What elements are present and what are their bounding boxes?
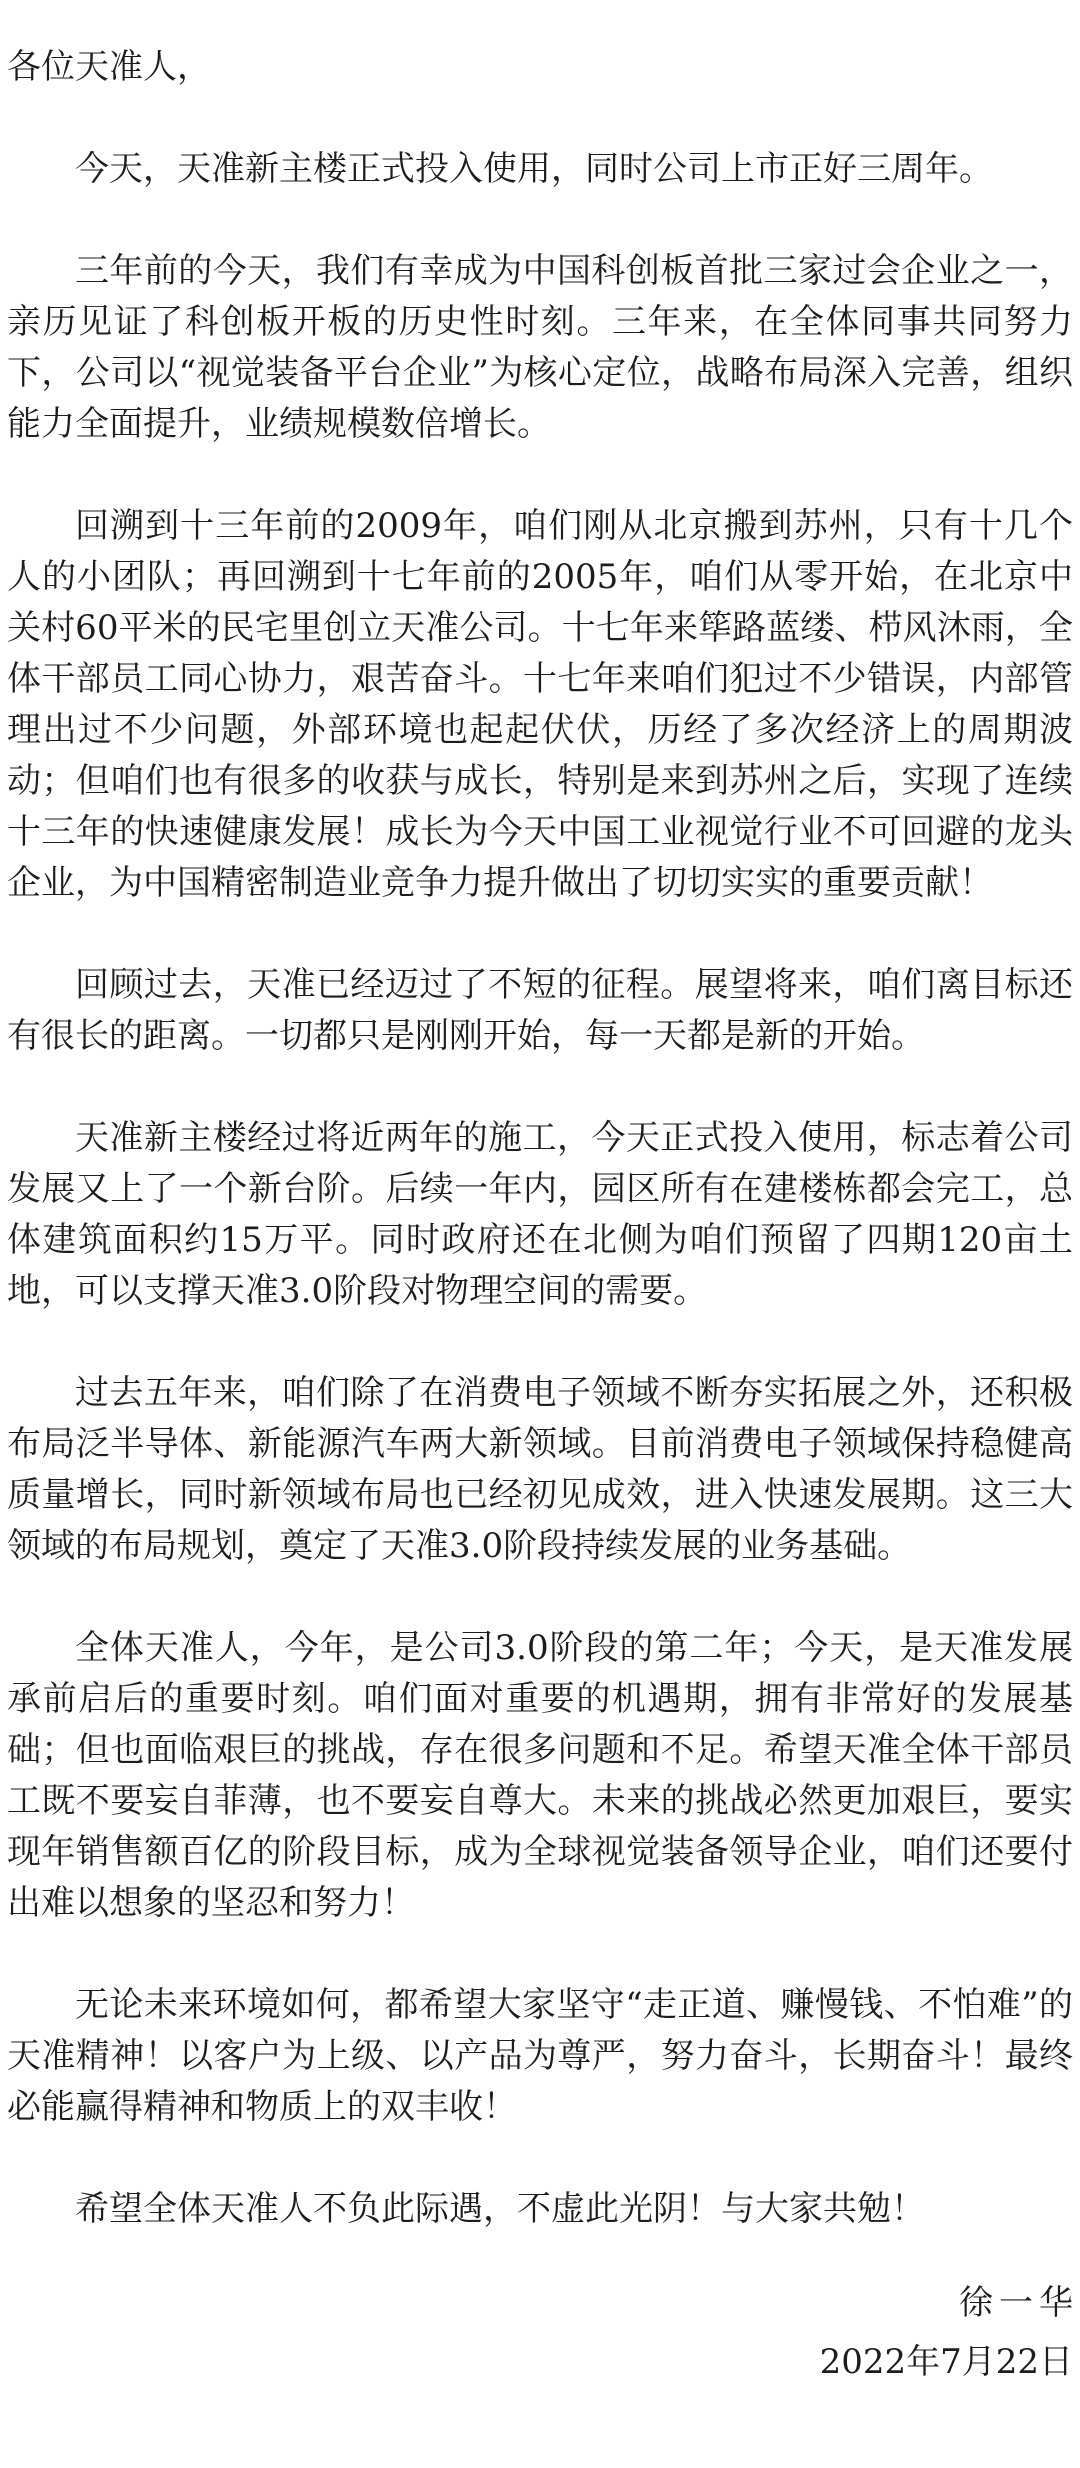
signature-name: 徐一华 — [959, 2283, 1079, 2323]
paragraph-1: 今天，天准新主楼正式投入使用，同时公司上市正好三周年。 — [75, 149, 993, 189]
paragraph-8: 无论未来环境如何，都希望大家坚守“走正道、赚慢钱、不怕难”的天准精神！以客户为上级、以产品为尊严，努力奋斗，长期奋斗！最终必能赢得精神和物质上的双丰收！ — [7, 1985, 1073, 2127]
paragraph-2: 三年前的今天，我们有幸成为中国科创板首批三家过会企业之一，亲历见证了科创板开板的历史性时刻。三年来，在全体同事共同努力下，公司以“视觉装备平台企业”为核心定位，战略布局深入完善，组织能力全面提升，业绩规模数倍增长。 — [7, 251, 1073, 444]
paragraph-9: 希望全体天准人不负此际遇，不虚此光阴！与大家共勉！ — [75, 2189, 925, 2229]
paragraph-5: 天准新主楼经过将近两年的施工，今天正式投入使用，标志着公司发展又上了一个新台阶。后续一年内，园区所有在建楼栋都会完工，总体建筑面积约15万平。同时政府还在北侧为咱们预留了四期120亩土地，可以支撑天准3.0阶段对物理空间的需要。 — [7, 1118, 1073, 1311]
salutation: 各位天准人， — [7, 47, 211, 87]
paragraph-6: 过去五年来，咱们除了在消费电子领域不断夯实拓展之外，还积极布局泛半导体、新能源汽车两大新领域。目前消费电子领域保持稳健高质量增长，同时新领域布局也已经初见成效，进入快速发展期。这三大领域的布局规划，奠定了天准3.0阶段持续发展的业务基础。 — [7, 1373, 1073, 1566]
paragraph-4: 回顾过去，天准已经迈过了不短的征程。展望将来，咱们离目标还有很长的距离。一切都只是刚刚开始，每一天都是新的开始。 — [7, 965, 1073, 1056]
paragraph-3: 回溯到十三年前的2009年，咱们刚从北京搬到苏州，只有十几个人的小团队；再回溯到十七年前的2005年，咱们从零开始，在北京中关村60平米的民宅里创立天准公司。十七年来筚路蓝缕、栉风沐雨，全体干部员工同心协力，艰苦奋斗。十七年来咱们犯过不少错误，内部管理出过不少问题，外部环境也起起伏伏，历经了多次经济上的周期波动；但咱们也有很多的收获与成长，特别是来到苏州之后，实现了连续十三年的快速健康发展！成长为今天中国工业视觉行业不可回避的龙头企业，为中国精密制造业竞争力提升做出了切切实实的重要贡献！ — [7, 506, 1073, 903]
paragraph-7: 全体天准人，今年，是公司3.0阶段的第二年；今天，是天准发展承前启后的重要时刻。咱们面对重要的机遇期，拥有非常好的发展基础；但也面临艰巨的挑战，存在很多问题和不足。希望天准全体干部员工既不要妄自菲薄，也不要妄自尊大。未来的挑战必然更加艰巨，要实现年销售额百亿的阶段目标，成为全球视觉装备领导企业，咱们还要付出难以想象的坚忍和努力！ — [7, 1628, 1073, 1923]
signature-date: 2022年7月22日 — [819, 2342, 1073, 2382]
